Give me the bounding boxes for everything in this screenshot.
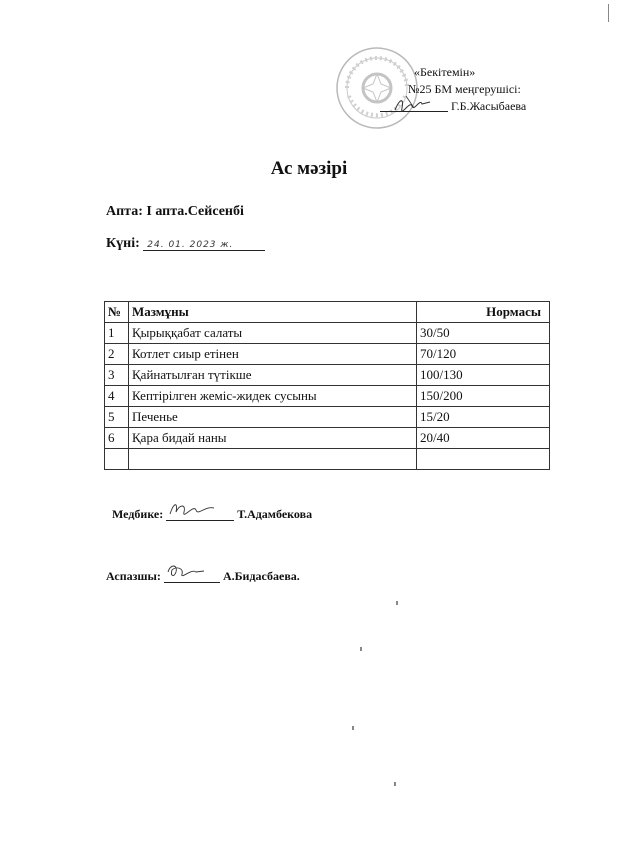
row-number: 2 [105,344,129,365]
nurse-name: Т.Адамбекова [237,507,313,521]
nurse-label: Медбике: [112,507,164,521]
nurse-signature-icon [168,500,216,518]
row-dish [129,449,417,470]
approval-heading: «Бекітемін» [414,65,476,79]
row-norm: 20/40 [417,428,550,449]
row-number: 6 [105,428,129,449]
nurse-signature-line [166,506,234,521]
row-number: 5 [105,407,129,428]
row-dish: Қара бидай наны [129,428,417,449]
row-dish: Қырыққабат салаты [129,323,417,344]
scan-edge-mark [608,4,609,22]
cook-signature-line [164,568,220,583]
row-norm: 150/200 [417,386,550,407]
header-number: № [105,302,129,323]
row-number: 1 [105,323,129,344]
row-norm: 15/20 [417,407,550,428]
row-dish: Котлет сиыр етінен [129,344,417,365]
cook-name: А.Бидасбаева. [222,569,300,583]
table-row [105,323,550,344]
row-norm: 70/120 [417,344,550,365]
row-number: 3 [105,365,129,386]
scan-speck [360,647,362,651]
row-norm [417,449,550,470]
row-dish: Қайнатылған түтікше [129,365,417,386]
header-content: Мазмұны [129,302,417,323]
scan-speck [396,601,398,605]
header-norm: Нормасы [417,302,550,323]
cook-signature-row [106,568,300,584]
table-row [105,365,550,386]
date-line [106,236,265,252]
row-norm: 30/50 [417,323,550,344]
scan-speck [352,726,354,730]
row-dish: Печенье [129,407,417,428]
table-row [105,386,550,407]
cook-signature-icon [166,562,206,580]
cook-label: Аспазшы: [106,569,161,583]
row-number: 4 [105,386,129,407]
director-signature-icon [392,92,432,116]
nurse-signature-row [112,506,312,522]
week-line: Апта: І апта.Сейсенбі [106,204,244,219]
table-header-row [105,302,550,323]
table-row [105,344,550,365]
table-row [105,407,550,428]
page-title: Ас мәзірі [270,158,348,179]
row-dish: Кептірілген жеміс-жидек сусыны [129,386,417,407]
row-number [105,449,129,470]
date-label: Күні: [106,236,140,251]
scan-speck [394,782,396,786]
approval-name: Г.Б.Жасыбаева [451,99,527,113]
table-row-empty [105,449,550,470]
menu-table [104,301,550,470]
approval-position: №25 БМ меңгерушісі: [408,82,521,96]
table-row [105,428,550,449]
date-value: 24. 01. 2023 ж. [143,240,265,251]
row-norm: 100/130 [417,365,550,386]
